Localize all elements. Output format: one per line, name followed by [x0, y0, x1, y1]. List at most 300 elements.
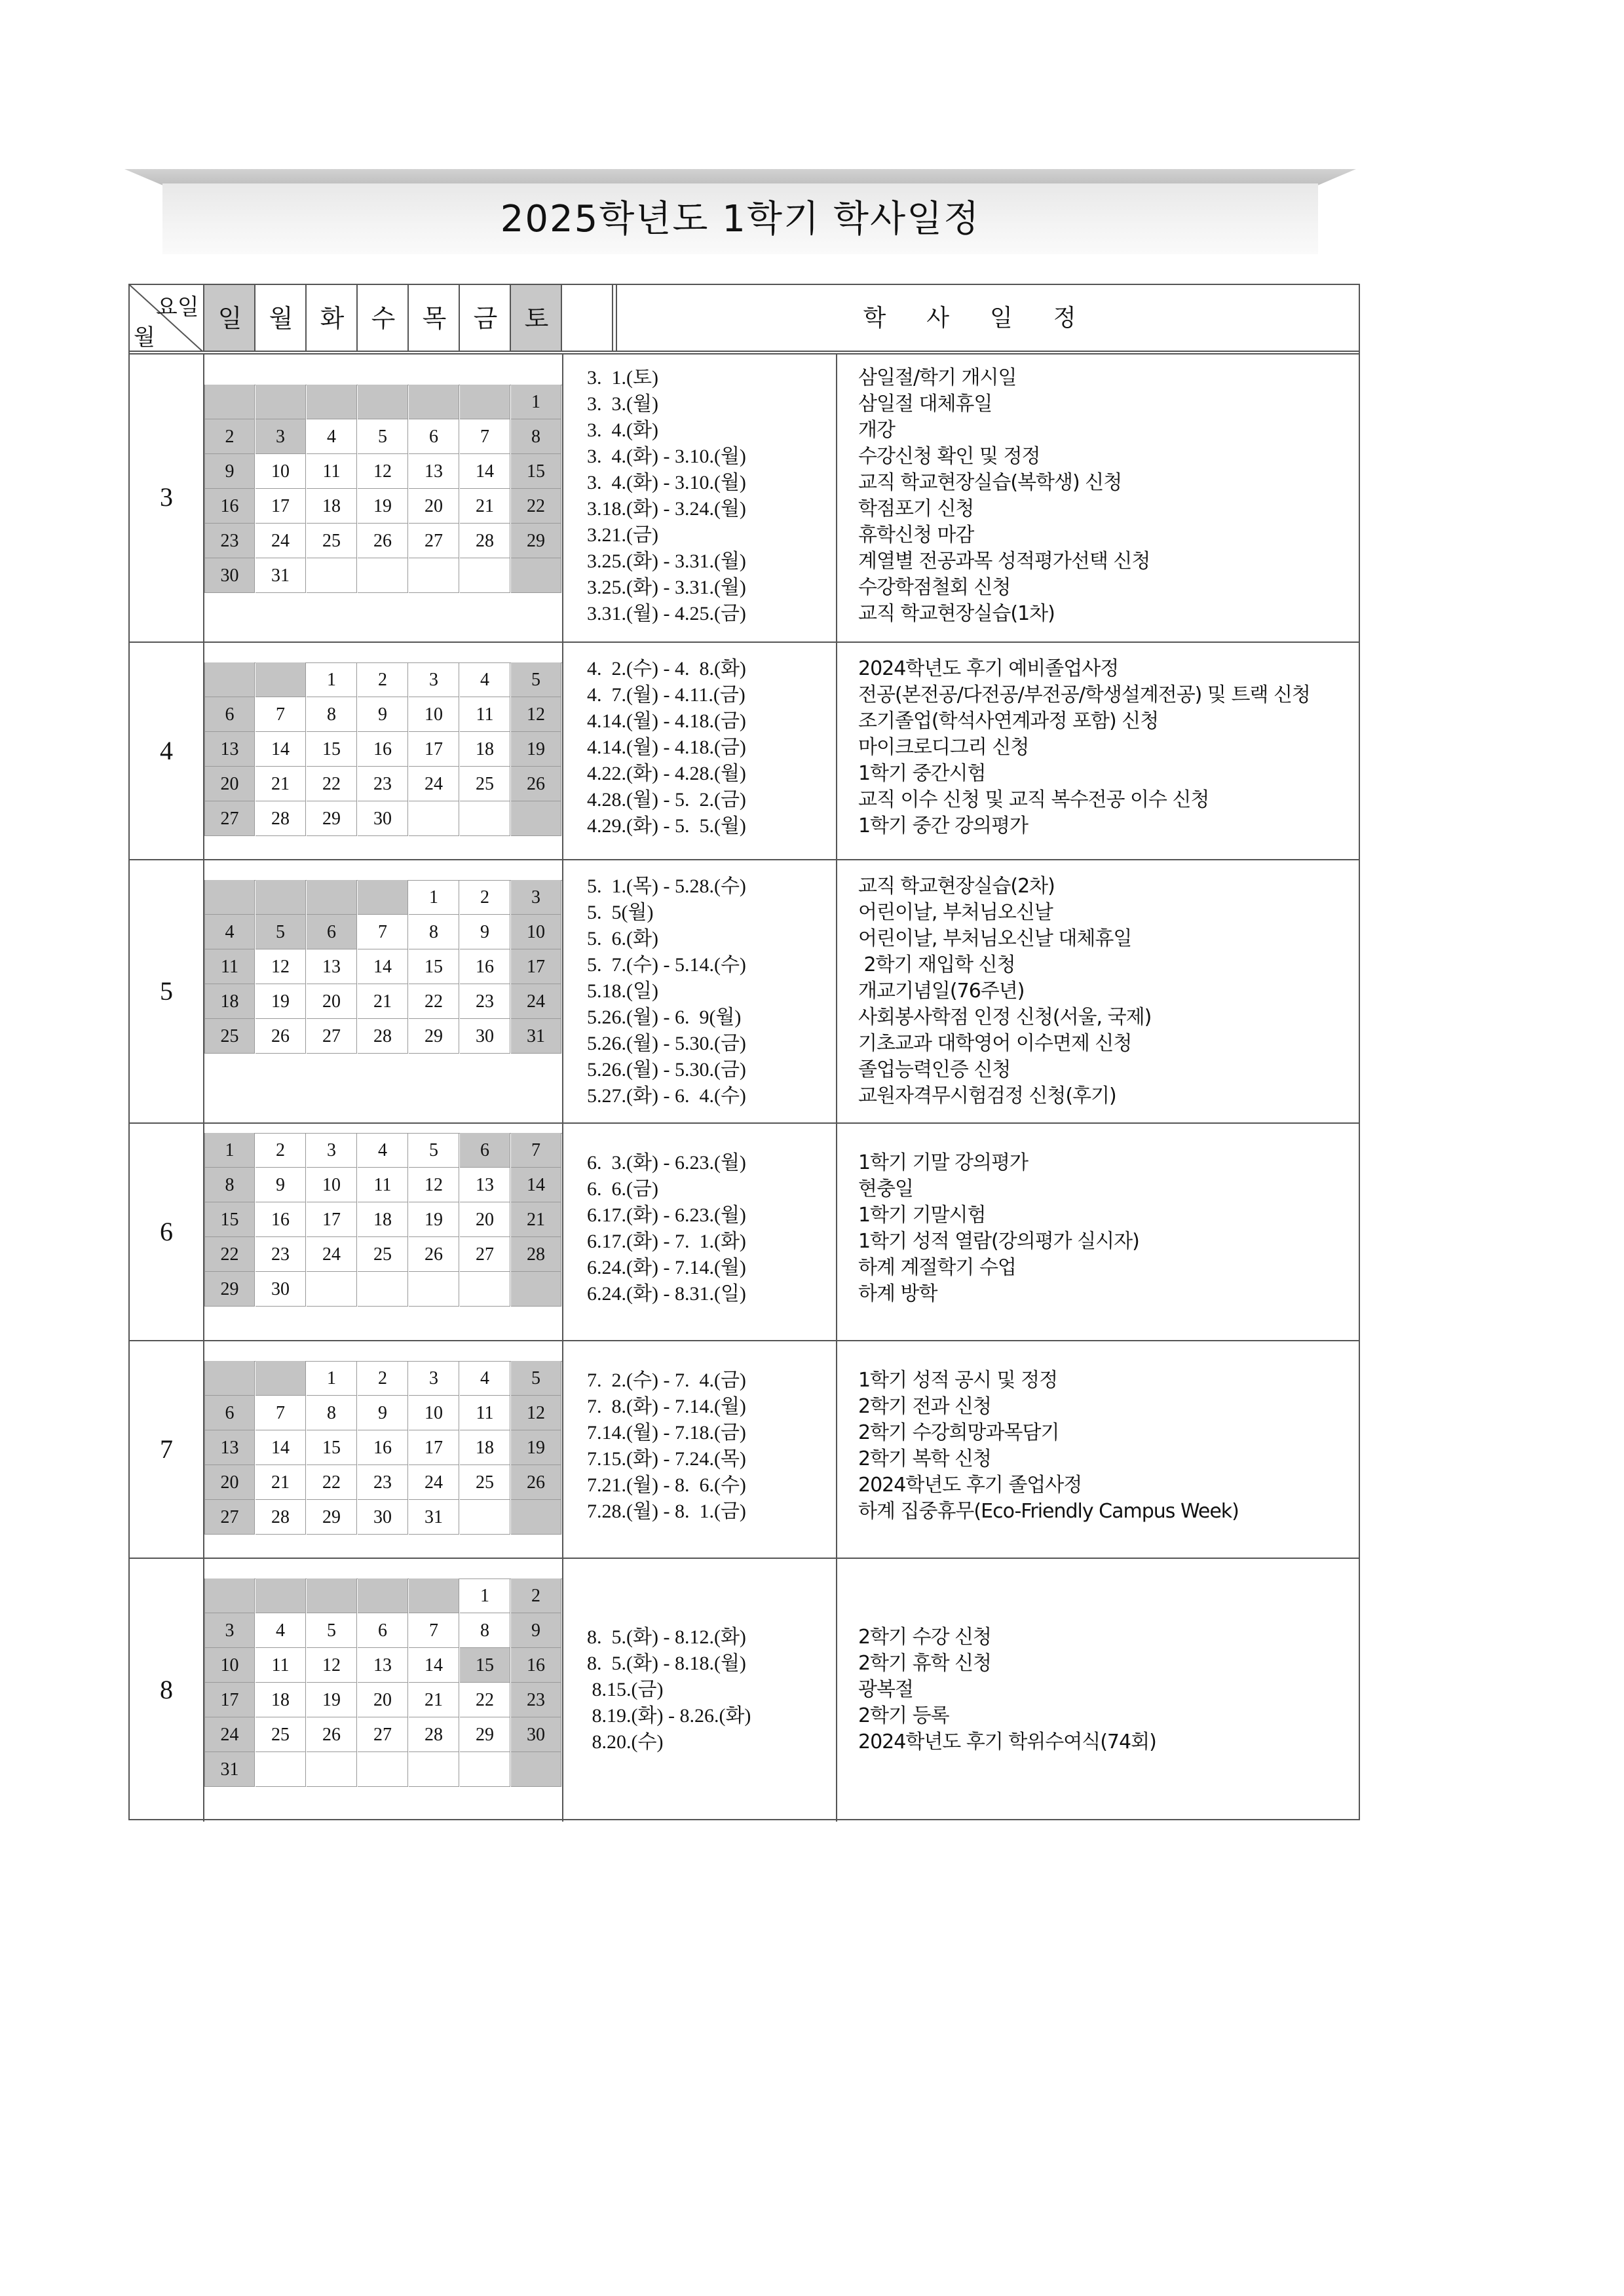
weekday-header-5: 금 [473, 304, 498, 333]
event-name: 수강학점철회 신청 [858, 576, 1011, 599]
event-date: 5.26.(월) - 5.30.(금) [587, 1033, 746, 1054]
calendar-empty-cell [204, 1361, 255, 1396]
event-date: 3. 4.(화) - 3.10.(월) [587, 446, 746, 467]
calendar-day-cell: 4 [255, 1613, 306, 1648]
event-names-column [858, 656, 1310, 839]
calendar-day-cell: 28 [255, 801, 306, 836]
event-date: 4.28.(월) - 5. 2.(금) [587, 789, 746, 811]
calendar-day-cell: 4 [460, 1361, 510, 1396]
calendar-empty-cell [307, 1578, 357, 1613]
calendar-day-cell: 6 [204, 697, 255, 732]
event-date: 3. 4.(화) - 3.10.(월) [587, 472, 746, 493]
event-names-column [858, 1368, 1239, 1525]
calendar-day-cell: 8 [409, 915, 459, 949]
calendar-day-cell: 26 [511, 767, 561, 801]
event-date: 3.21.(금) [587, 524, 658, 546]
calendar-day-cell: 25 [358, 1237, 408, 1272]
event-date: 6.24.(화) - 7.14.(월) [587, 1257, 746, 1278]
calendar-day-cell: 3 [204, 1613, 255, 1648]
calendar-day-cell: 5 [255, 915, 306, 949]
event-date: 3. 3.(월) [587, 393, 658, 415]
event-name: 삼일절 대체휴일 [858, 392, 992, 415]
calendar-empty-cell [511, 1752, 561, 1787]
calendar-empty-cell [255, 662, 306, 697]
calendar-empty-cell [409, 385, 459, 419]
calendar-empty-cell [307, 880, 357, 915]
event-name: 하계 방학 [858, 1282, 937, 1305]
calendar-day-cell: 15 [409, 949, 459, 984]
calendar-day-cell: 21 [511, 1202, 561, 1237]
calendar-day-cell: 13 [204, 732, 255, 767]
calendar-day-cell: 14 [255, 1430, 306, 1465]
calendar-day-cell: 27 [460, 1237, 510, 1272]
calendar-day-cell: 29 [460, 1717, 510, 1752]
calendar-day-cell: 21 [255, 1465, 306, 1500]
academic-schedule-table [128, 284, 1360, 1820]
event-date: 5.26.(월) - 6. 9(월) [587, 1006, 742, 1028]
event-name: 2학기 재입학 신청 [858, 953, 1015, 976]
calendar-day-cell: 28 [460, 524, 510, 558]
calendar-empty-cell [204, 662, 255, 697]
calendar-day-cell: 7 [409, 1613, 459, 1648]
calendar-day-cell: 21 [460, 489, 510, 524]
weekday-header-4: 목 [422, 304, 447, 333]
calendar-empty-cell [307, 1272, 357, 1307]
calendar-day-cell: 26 [255, 1019, 306, 1054]
weekday-header-1: 월 [269, 304, 293, 333]
calendar-day-cell: 28 [511, 1237, 561, 1272]
event-date: 5. 7.(수) - 5.14.(수) [587, 954, 746, 976]
event-date: 6. 6.(금) [587, 1178, 658, 1200]
calendar-day-cell: 20 [460, 1202, 510, 1237]
calendar-day-cell: 15 [204, 1202, 255, 1237]
weekday-header-3: 수 [371, 304, 396, 333]
calendar-day-cell: 20 [204, 767, 255, 801]
event-date: 8. 5.(화) - 8.12.(화) [587, 1626, 746, 1648]
calendar-empty-cell [255, 1361, 306, 1396]
calendar-empty-cell [255, 1578, 306, 1613]
event-date: 4.29.(화) - 5. 5.(월) [587, 815, 746, 837]
calendar-day-cell: 11 [460, 1396, 510, 1430]
event-date: 7. 8.(화) - 7.14.(월) [587, 1396, 746, 1417]
calendar-day-cell: 1 [204, 1133, 255, 1168]
calendar-empty-cell [511, 558, 561, 593]
v-rule [203, 353, 204, 1822]
calendar-day-cell: 19 [307, 1683, 357, 1717]
header-schedule-label: 학사일정 [863, 305, 1117, 332]
calendar-day-cell: 17 [255, 489, 306, 524]
calendar-day-cell: 22 [460, 1683, 510, 1717]
calendar-day-cell: 10 [307, 1168, 357, 1202]
event-name: 삼일절/학기 개시일 [858, 366, 1017, 389]
event-date: 8.15.(금) [587, 1679, 664, 1700]
calendar-day-cell: 14 [358, 949, 408, 984]
event-date: 3.25.(화) - 3.31.(월) [587, 577, 746, 598]
calendar-day-cell: 1 [307, 1361, 357, 1396]
event-date: 8.19.(화) - 8.26.(화) [587, 1705, 751, 1727]
calendar-day-cell: 24 [409, 767, 459, 801]
calendar-empty-cell [460, 385, 510, 419]
calendar-day-cell: 30 [460, 1019, 510, 1054]
calendar-day-cell: 19 [358, 489, 408, 524]
calendar-day-cell: 23 [511, 1683, 561, 1717]
calendar-day-cell: 27 [307, 1019, 357, 1054]
calendar-day-cell: 22 [307, 1465, 357, 1500]
calendar-day-cell: 25 [307, 524, 357, 558]
calendar-day-cell: 26 [307, 1717, 357, 1752]
v-rule [616, 285, 617, 352]
event-name: 마이크로디그리 신청 [858, 736, 1029, 759]
h-rule [130, 351, 1359, 352]
calendar-day-cell: 30 [358, 801, 408, 836]
calendar-day-cell: 10 [255, 454, 306, 489]
calendar-day-cell: 20 [358, 1683, 408, 1717]
calendar-day-cell: 8 [511, 419, 561, 454]
calendar-day-cell: 24 [255, 524, 306, 558]
calendar-day-cell: 9 [511, 1613, 561, 1648]
calendar-day-cell: 28 [409, 1717, 459, 1752]
weekday-header-0: 일 [204, 285, 255, 352]
calendar-day-cell: 7 [511, 1133, 561, 1168]
event-name: 2024학년도 후기 졸업사정 [858, 1474, 1082, 1497]
table-header [130, 285, 1359, 352]
event-name: 기초교과 대학영어 이수면제 신청 [858, 1032, 1132, 1055]
calendar-empty-cell [409, 1752, 459, 1787]
event-name: 개강 [858, 419, 895, 442]
month-block-6 [130, 1124, 1359, 1340]
weekday-header-6: 토 [511, 285, 562, 352]
calendar-day-cell: 12 [511, 697, 561, 732]
calendar-day-cell: 29 [409, 1019, 459, 1054]
calendar-day-cell: 3 [307, 1133, 357, 1168]
calendar-day-cell: 14 [511, 1168, 561, 1202]
calendar-day-cell: 2 [204, 419, 255, 454]
calendar-day-cell: 19 [511, 1430, 561, 1465]
event-date: 7.21.(월) - 8. 6.(수) [587, 1474, 746, 1496]
v-rule [562, 353, 563, 1822]
event-name: 교직 학교현장실습(2차) [858, 875, 1055, 898]
calendar-day-cell: 12 [255, 949, 306, 984]
calendar-day-cell: 21 [255, 767, 306, 801]
v-rule [305, 285, 307, 352]
event-name: 2학기 휴학 신청 [858, 1652, 992, 1675]
calendar-day-cell: 30 [511, 1717, 561, 1752]
calendar-day-cell: 11 [358, 1168, 408, 1202]
calendar-day-cell: 10 [511, 915, 561, 949]
month-block-7 [130, 1341, 1359, 1558]
calendar-day-cell: 6 [409, 419, 459, 454]
calendar-day-cell: 15 [307, 732, 357, 767]
calendar-day-cell: 19 [255, 984, 306, 1019]
calendar-day-cell: 13 [204, 1430, 255, 1465]
calendar-day-cell: 23 [358, 1465, 408, 1500]
calendar-day-cell: 27 [409, 524, 459, 558]
event-name: 교원자격무시험검정 신청(후기) [858, 1084, 1116, 1107]
event-date: 7.28.(월) - 8. 1.(금) [587, 1501, 746, 1522]
calendar-day-cell: 28 [255, 1500, 306, 1535]
calendar-day-cell: 31 [511, 1019, 561, 1054]
calendar-day-cell: 23 [204, 524, 255, 558]
event-date: 7.14.(월) - 7.18.(금) [587, 1422, 746, 1444]
event-name: 2학기 수강희망과목담기 [858, 1421, 1059, 1444]
calendar-day-cell: 25 [460, 1465, 510, 1500]
event-date: 6.17.(화) - 6.23.(월) [587, 1204, 746, 1226]
calendar-day-cell: 2 [358, 662, 408, 697]
event-names-column [858, 365, 1150, 627]
page-title: 2025학년도 1학기 학사일정 [500, 198, 981, 240]
calendar-day-cell: 23 [255, 1237, 306, 1272]
calendar-day-cell: 9 [358, 697, 408, 732]
calendar-day-cell: 14 [255, 732, 306, 767]
event-name: 1학기 기말 강의평가 [858, 1151, 1028, 1174]
v-rule [203, 285, 204, 352]
event-name: 조기졸업(학석사연계과정 포함) 신청 [858, 710, 1159, 733]
calendar-day-cell: 27 [204, 1500, 255, 1535]
v-rule [459, 285, 460, 352]
event-name: 교직 학교현장실습(1차) [858, 602, 1055, 625]
calendar-day-cell: 2 [460, 880, 510, 915]
calendar-day-cell: 26 [358, 524, 408, 558]
calendar-day-cell: 21 [358, 984, 408, 1019]
calendar-day-cell: 16 [358, 1430, 408, 1465]
calendar-day-cell: 28 [358, 1019, 408, 1054]
calendar-day-cell: 11 [255, 1648, 306, 1683]
calendar-day-cell: 5 [307, 1613, 357, 1648]
event-name: 졸업능력인증 신청 [858, 1058, 1011, 1081]
calendar-empty-cell [255, 880, 306, 915]
calendar-day-cell: 2 [255, 1133, 306, 1168]
event-name: 1학기 기말시험 [858, 1204, 986, 1227]
calendar-day-cell: 1 [307, 662, 357, 697]
calendar-day-cell: 1 [409, 880, 459, 915]
calendar-empty-cell [358, 1752, 408, 1787]
calendar-empty-cell [307, 558, 357, 593]
calendar-day-cell: 7 [358, 915, 408, 949]
calendar-day-cell: 6 [358, 1613, 408, 1648]
event-name: 사회봉사학점 인정 신청(서울, 국제) [858, 1006, 1152, 1029]
event-dates-column [587, 1150, 746, 1307]
event-dates-column [587, 1368, 746, 1525]
event-date: 5. 6.(화) [587, 928, 658, 949]
h-rule [130, 353, 1359, 354]
calendar-day-cell: 16 [358, 732, 408, 767]
calendar-empty-cell [358, 880, 408, 915]
calendar-day-cell: 18 [460, 732, 510, 767]
event-date: 5.18.(일) [587, 980, 658, 1002]
calendar-empty-cell [409, 1272, 459, 1307]
calendar-day-cell: 13 [358, 1648, 408, 1683]
calendar-day-cell: 29 [511, 524, 561, 558]
title-banner [124, 169, 1356, 256]
calendar-day-cell: 16 [204, 489, 255, 524]
calendar-day-cell: 20 [409, 489, 459, 524]
calendar-day-cell: 15 [460, 1648, 510, 1683]
event-name: 2학기 수강 신청 [858, 1626, 992, 1649]
calendar-day-cell: 25 [204, 1019, 255, 1054]
calendar-empty-cell [255, 1752, 306, 1787]
calendar-day-cell: 17 [204, 1683, 255, 1717]
calendar-day-cell: 17 [511, 949, 561, 984]
calendar-empty-cell [255, 385, 306, 419]
event-dates-column [587, 365, 746, 627]
calendar-day-cell: 8 [307, 1396, 357, 1430]
calendar-day-cell: 20 [307, 984, 357, 1019]
event-dates-column [587, 1624, 751, 1755]
event-name: 광복절 [858, 1678, 913, 1701]
calendar-empty-cell [511, 1272, 561, 1307]
h-rule [130, 1122, 1359, 1124]
event-name: 하계 집중휴무(Eco-Friendly Campus Week) [858, 1500, 1239, 1523]
calendar-day-cell: 12 [511, 1396, 561, 1430]
month-label: 7 [160, 1434, 173, 1464]
weekday-header-2: 화 [320, 304, 345, 333]
calendar-day-cell: 9 [358, 1396, 408, 1430]
calendar-day-cell: 3 [409, 1361, 459, 1396]
calendar-day-cell: 4 [460, 662, 510, 697]
calendar-day-cell: 13 [307, 949, 357, 984]
event-date: 8. 5.(화) - 8.18.(월) [587, 1653, 746, 1674]
h-rule [130, 859, 1359, 860]
calendar-day-cell: 6 [307, 915, 357, 949]
event-name: 개교기념일(76주년) [858, 980, 1025, 1003]
calendar-empty-cell [409, 1578, 459, 1613]
calendar-day-cell: 8 [204, 1168, 255, 1202]
calendar-empty-cell [460, 1500, 510, 1535]
event-date: 3.18.(화) - 3.24.(월) [587, 498, 746, 520]
calendar-empty-cell [358, 1272, 408, 1307]
calendar-day-cell: 4 [204, 915, 255, 949]
calendar-day-cell: 12 [409, 1168, 459, 1202]
h-rule [130, 1558, 1359, 1559]
event-name: 1학기 성적 공시 및 정정 [858, 1369, 1058, 1392]
event-name: 휴학신청 마감 [858, 524, 974, 546]
calendar-day-cell: 15 [511, 454, 561, 489]
calendar-empty-cell [358, 1578, 408, 1613]
calendar-day-cell: 11 [204, 949, 255, 984]
calendar-empty-cell [460, 1272, 510, 1307]
calendar-day-cell: 11 [460, 697, 510, 732]
month-block-5 [130, 860, 1359, 1122]
event-date: 5. 5(월) [587, 902, 654, 923]
event-name: 2024학년도 후기 예비졸업사정 [858, 657, 1119, 680]
event-date: 7.15.(화) - 7.24.(목) [587, 1448, 746, 1470]
month-label: 4 [160, 736, 173, 765]
event-date: 3.25.(화) - 3.31.(월) [587, 550, 746, 572]
calendar-empty-cell [204, 385, 255, 419]
event-date: 5.27.(화) - 6. 4.(수) [587, 1085, 746, 1107]
calendar-day-cell: 25 [255, 1717, 306, 1752]
calendar-day-cell: 5 [358, 419, 408, 454]
calendar-day-cell: 19 [409, 1202, 459, 1237]
event-date: 6.17.(화) - 7. 1.(화) [587, 1231, 746, 1252]
event-names-column [858, 1624, 1156, 1755]
calendar-day-cell: 7 [255, 697, 306, 732]
calendar-day-cell: 5 [511, 662, 561, 697]
calendar-day-cell: 2 [511, 1578, 561, 1613]
calendar-day-cell: 20 [204, 1465, 255, 1500]
calendar-day-cell: 13 [409, 454, 459, 489]
calendar-day-cell: 9 [460, 915, 510, 949]
month-label: 6 [160, 1217, 173, 1246]
calendar-day-cell: 7 [255, 1396, 306, 1430]
event-name: 계열별 전공과목 성적평가선택 신청 [858, 550, 1150, 573]
event-name: 1학기 중간 강의평가 [858, 814, 1028, 837]
event-date: 6.24.(화) - 8.31.(일) [587, 1283, 746, 1305]
calendar-day-cell: 6 [460, 1133, 510, 1168]
calendar-day-cell: 30 [255, 1272, 306, 1307]
event-name: 어린이날, 부처님오신날 대체휴일 [858, 927, 1132, 950]
calendar-day-cell: 4 [358, 1133, 408, 1168]
calendar-day-cell: 10 [409, 697, 459, 732]
calendar-empty-cell [204, 1578, 255, 1613]
event-date: 4. 7.(월) - 4.11.(금) [587, 684, 746, 706]
v-rule [407, 285, 409, 352]
calendar-day-cell: 12 [307, 1648, 357, 1683]
calendar-empty-cell [307, 1752, 357, 1787]
calendar-empty-cell [409, 801, 459, 836]
event-date: 6. 3.(화) - 6.23.(월) [587, 1152, 746, 1174]
calendar-day-cell: 4 [307, 419, 357, 454]
event-name: 2024학년도 후기 학위수여식(74회) [858, 1731, 1156, 1753]
calendar-day-cell: 29 [307, 1500, 357, 1535]
calendar-day-cell: 22 [409, 984, 459, 1019]
calendar-day-cell: 14 [409, 1648, 459, 1683]
event-dates-column [587, 873, 746, 1109]
event-date: 5. 1.(목) - 5.28.(수) [587, 875, 746, 897]
calendar-day-cell: 8 [307, 697, 357, 732]
calendar-day-cell: 3 [511, 880, 561, 915]
calendar-day-cell: 8 [460, 1613, 510, 1648]
header-corner-cell [130, 285, 203, 352]
event-name: 2학기 등록 [858, 1704, 949, 1727]
calendar-day-cell: 27 [204, 801, 255, 836]
event-name: 어린이날, 부처님오신날 [858, 901, 1053, 924]
event-name: 2학기 전과 신청 [858, 1395, 992, 1418]
calendar-day-cell: 14 [460, 454, 510, 489]
calendar-day-cell: 17 [409, 1430, 459, 1465]
calendar-day-cell: 13 [460, 1168, 510, 1202]
event-name: 현충일 [858, 1177, 913, 1200]
event-date: 7. 2.(수) - 7. 4.(금) [587, 1369, 746, 1391]
event-names-column [858, 1150, 1139, 1307]
calendar-day-cell: 17 [409, 732, 459, 767]
header-day-label: 요일 [156, 294, 199, 320]
calendar-day-cell: 29 [307, 801, 357, 836]
event-date: 3.31.(월) - 4.25.(금) [587, 603, 746, 624]
calendar-day-cell: 27 [358, 1717, 408, 1752]
calendar-day-cell: 11 [307, 454, 357, 489]
calendar-empty-cell [511, 1500, 561, 1535]
month-block-4 [130, 643, 1359, 859]
event-names-column [858, 873, 1151, 1109]
v-rule [836, 353, 837, 1822]
calendar-day-cell: 2 [358, 1361, 408, 1396]
event-name: 교직 이수 신청 및 교직 복수전공 이수 신청 [858, 788, 1209, 811]
calendar-day-cell: 17 [307, 1202, 357, 1237]
event-date: 4. 2.(수) - 4. 8.(화) [587, 658, 746, 679]
calendar-day-cell: 31 [409, 1500, 459, 1535]
calendar-day-cell: 24 [511, 984, 561, 1019]
v-rule [510, 285, 511, 352]
event-date: 8.20.(수) [587, 1731, 664, 1753]
calendar-day-cell: 18 [255, 1683, 306, 1717]
calendar-day-cell: 23 [358, 767, 408, 801]
calendar-day-cell: 26 [409, 1237, 459, 1272]
calendar-day-cell: 9 [255, 1168, 306, 1202]
calendar-day-cell: 22 [511, 489, 561, 524]
calendar-day-cell: 31 [255, 558, 306, 593]
month-label: 3 [160, 482, 173, 512]
